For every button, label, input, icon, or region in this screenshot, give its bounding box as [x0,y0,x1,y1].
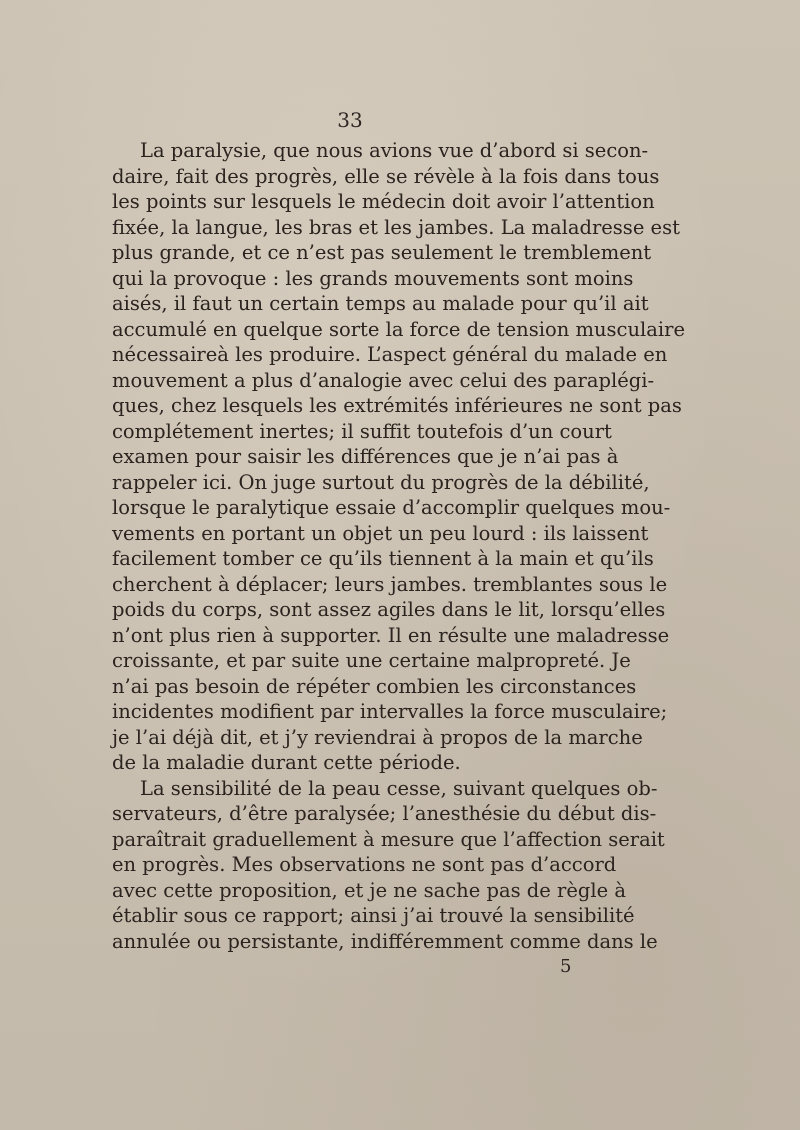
text-line: aisés, il faut un certain temps au malade pour qu’il ait [112,292,649,315]
text-line: les points sur lesquels le médecin doit avoir l’attention [112,190,655,213]
text-line: ques, chez lesquels les extrémités inférieures ne sont pas [112,394,682,417]
text-line: La paralysie, que nous avions vue d’abord si secon- [140,139,649,162]
paragraph-1 [112,138,685,776]
text-line: complétement inertes; il suffit toutefois d’un court [112,419,612,443]
text-line: facilement tomber ce qu’ils tiennent à la main et qu’ils [112,547,654,570]
page-number: 33 [337,108,363,132]
text-line: mouvement a plus d’analogie avec celui des paraplégi- [112,368,655,392]
text-line: paraîtrait graduellement à mesure que l’affection serait [112,827,665,851]
text-line: de la maladie durant cette période. [112,751,461,774]
text-line: n’ai pas besoin de répéter combien les circonstances [112,674,637,698]
text-line: n’ont plus rien à supporter. Il en résulte une maladresse [112,623,670,647]
text-line: avec cette proposition, et je ne sache pas de règle à [112,878,626,902]
text-line: servateurs, d’être paralysée; l’anesthésie du début dis- [112,802,657,825]
body-text [112,138,685,954]
text-line: accumulé en quelque sorte la force de tension musculaire [112,317,685,341]
text-line: annulée ou persistante, indifféremment comme dans le [112,929,658,953]
text-line: La sensibilité de la peau cesse, suivant quelques ob- [140,776,658,800]
text-line: incidentes modifient par intervalles la force musculaire; [112,700,668,723]
text-line: examen pour saisir les différences que je n’ai pas à [112,445,619,468]
text-line: fixée, la langue, les bras et les jambes. La maladresse est [112,215,680,239]
text-line: nécessaireà les produire. L’aspect général du malade en [112,343,668,366]
text-line: établir sous ce rapport; ainsi j’ai trouvé la sensibilité [112,904,635,927]
paragraph-2 [112,776,665,955]
text-line: plus grande, et ce n’est pas seulement le tremblement [112,241,652,264]
signature-mark: 5 [560,956,572,977]
text-line: qui la provoque : les grands mouvements sont moins [112,266,634,290]
text-line: je l’ai déjà dit, et j’y reviendrai à propos de la marche [112,725,643,749]
text-line: rappeler ici. On juge surtout du progrès de la débilité, [112,470,650,494]
text-line: daire, fait des progrès, elle se révèle à la fois dans tous [112,164,660,188]
text-line: lorsque le paralytique essaie d’accomplir quelques mou- [112,496,671,519]
text-line: en progrès. Mes observations ne sont pas d’accord [112,853,617,876]
text-line: vements en portant un objet un peu lourd : ils laissent [112,521,649,545]
text-line: cherchent à déplacer; leurs jambes. tremblantes sous le [112,572,668,596]
text-line: poids du corps, sont assez agiles dans le lit, lorsqu’elles [112,598,666,621]
text-line: croissante, et par suite une certaine malpropreté. Je [112,649,631,672]
